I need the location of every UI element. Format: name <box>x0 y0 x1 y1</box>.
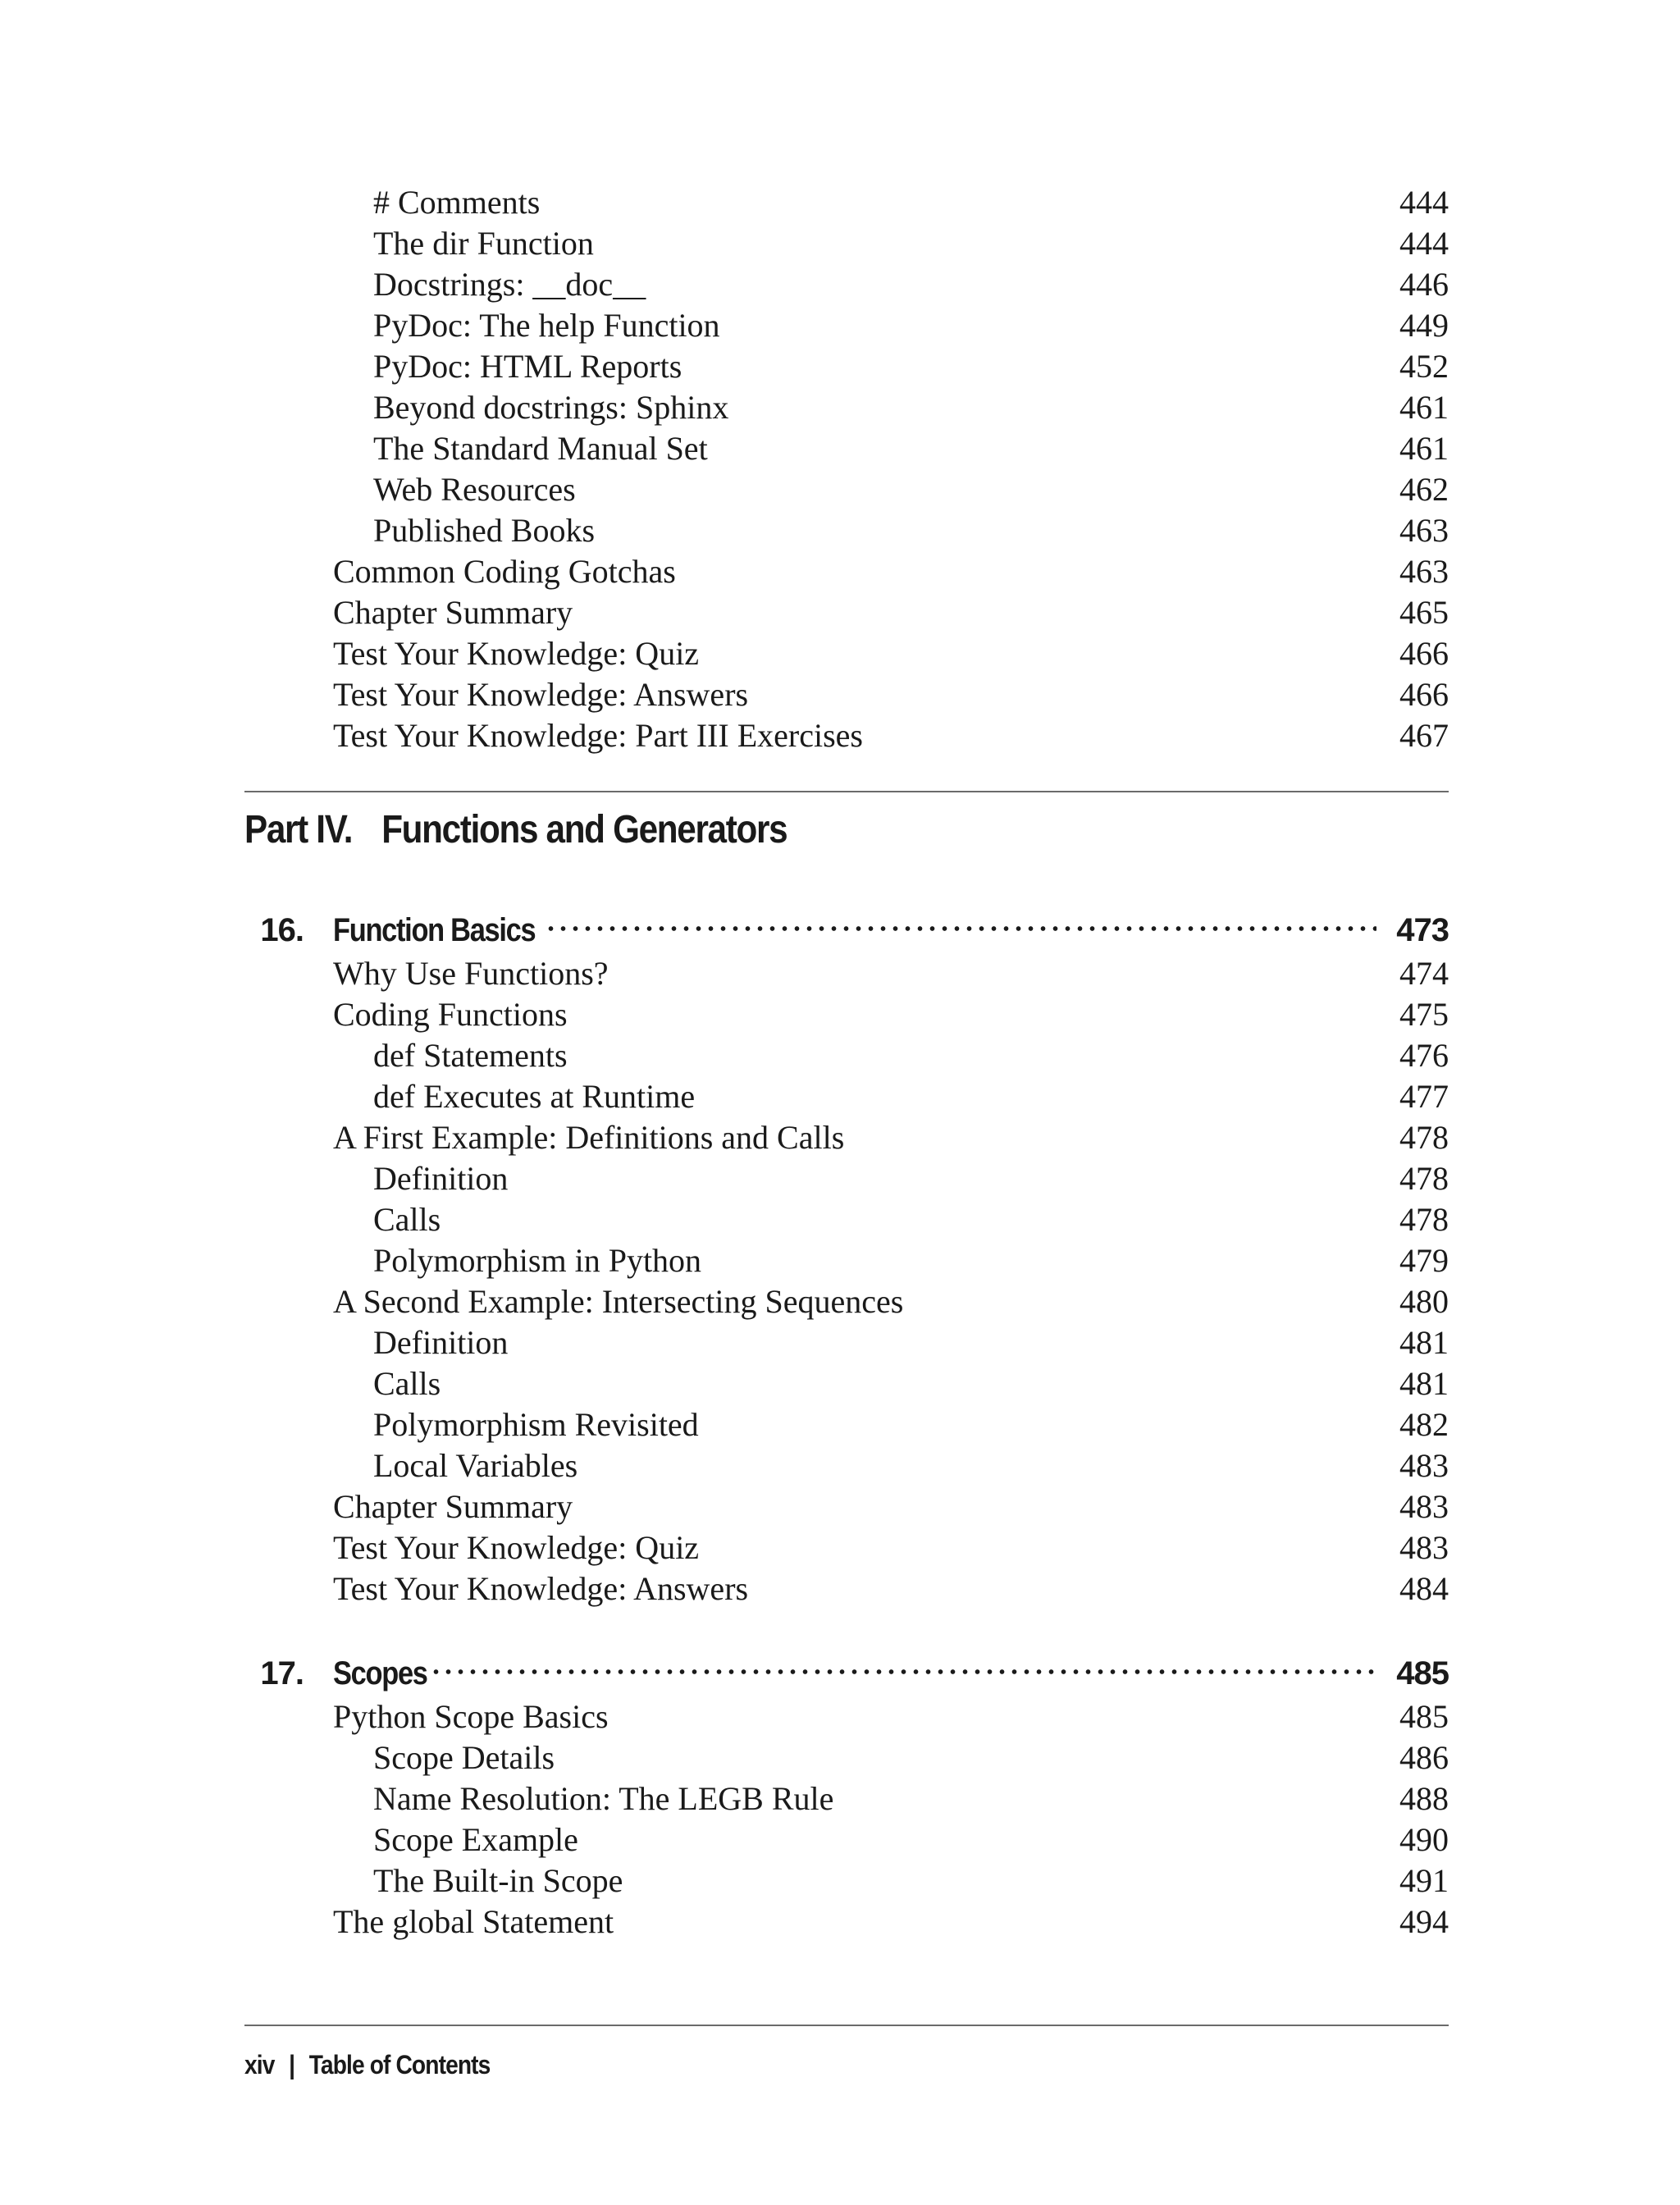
toc-entry[interactable] <box>0 1860 1680 1901</box>
toc-entry-page: 466 <box>1399 635 1449 672</box>
toc-entry[interactable] <box>0 387 1680 428</box>
part-label: Part IV. <box>244 808 353 851</box>
toc-entry-page: 452 <box>1399 348 1449 385</box>
toc-entry[interactable] <box>0 223 1680 264</box>
toc-entry-title: Definition <box>373 1324 509 1361</box>
toc-entry-title: Chapter Summary <box>333 1488 573 1525</box>
chapter-heading[interactable] <box>0 907 1680 953</box>
toc-entry-page: 449 <box>1399 307 1449 344</box>
toc-entry-title: The Built-in Scope <box>373 1862 623 1899</box>
toc-entry-page: 484 <box>1399 1570 1449 1607</box>
toc-entry-page: 480 <box>1399 1283 1449 1320</box>
toc-entry[interactable] <box>0 1158 1680 1199</box>
footer-separator: | <box>289 2050 295 2079</box>
toc-entry-title: Test Your Knowledge: Answers <box>333 676 749 713</box>
toc-entry-page: 478 <box>1399 1201 1449 1238</box>
toc-entry[interactable] <box>0 305 1680 346</box>
toc-entry[interactable] <box>0 428 1680 469</box>
chapter-number: 17. <box>260 1655 304 1691</box>
toc-entry-title: Test Your Knowledge: Answers <box>333 1570 749 1607</box>
chapter-title: Function Basics <box>333 912 536 948</box>
toc-entry-page: 463 <box>1399 553 1449 590</box>
toc-entry-page: 482 <box>1399 1406 1449 1443</box>
toc-entry-title: Name Resolution: The LEGB Rule <box>373 1780 834 1817</box>
toc-entry-title: Polymorphism Revisited <box>373 1406 699 1443</box>
toc-entry[interactable] <box>0 1281 1680 1322</box>
toc-entry[interactable] <box>0 1035 1680 1076</box>
toc-entry[interactable] <box>0 1404 1680 1445</box>
toc-entry-title: Python Scope Basics <box>333 1698 609 1735</box>
toc-entry-page: 474 <box>1399 955 1449 992</box>
toc-entry[interactable] <box>0 953 1680 994</box>
toc-entry-title: # Comments <box>373 184 541 221</box>
toc-entry-page: 475 <box>1399 996 1449 1033</box>
toc-entry-title: Polymorphism in Python <box>373 1242 702 1279</box>
toc-entry-title: PyDoc: HTML Reports <box>373 348 682 385</box>
toc-entry[interactable] <box>0 1240 1680 1281</box>
toc-entry-page: 467 <box>1399 717 1449 754</box>
toc-entry[interactable] <box>0 264 1680 305</box>
page-footer <box>244 2044 490 2085</box>
toc-entry-title: A First Example: Definitions and Calls <box>333 1119 845 1156</box>
toc-entry-page: 490 <box>1399 1821 1449 1858</box>
toc-entry-page: 478 <box>1399 1119 1449 1156</box>
toc-entry-page: 462 <box>1399 471 1449 508</box>
toc-entry-title: Docstrings: __doc__ <box>373 266 646 303</box>
toc-entry-title: PyDoc: The help Function <box>373 307 720 344</box>
part-divider-rule <box>244 791 1449 792</box>
toc-entry-page: 488 <box>1399 1780 1449 1817</box>
toc-entry[interactable] <box>0 1778 1680 1819</box>
toc-entry-title: The Standard Manual Set <box>373 430 708 467</box>
toc-entry-page: 486 <box>1399 1739 1449 1776</box>
toc-entry-title: Calls <box>373 1201 441 1238</box>
toc-entry-title: Calls <box>373 1365 441 1402</box>
toc-entry-title: Definition <box>373 1160 509 1197</box>
footer-page-number: xiv <box>244 2050 275 2079</box>
toc-entry-page: 444 <box>1399 225 1449 262</box>
toc-entry[interactable] <box>0 1696 1680 1737</box>
toc-entry-page: 483 <box>1399 1529 1449 1566</box>
chapter-title: Scopes <box>333 1655 427 1691</box>
toc-entry-title: Scope Example <box>373 1821 578 1858</box>
toc-entry-title: Why Use Functions? <box>333 955 609 992</box>
toc-entry[interactable] <box>0 1199 1680 1240</box>
toc-entry-page: 494 <box>1399 1903 1449 1940</box>
toc-entry-title: Web Resources <box>373 471 576 508</box>
toc-entry-page: 461 <box>1399 430 1449 467</box>
toc-entry-title: Local Variables <box>373 1447 578 1484</box>
toc-entry[interactable] <box>0 1445 1680 1486</box>
toc-entry[interactable] <box>0 715 1680 756</box>
chapter-heading[interactable] <box>0 1650 1680 1696</box>
toc-entry[interactable] <box>0 510 1680 551</box>
toc-entry[interactable] <box>0 346 1680 387</box>
toc-entry[interactable] <box>0 1901 1680 1942</box>
toc-entry[interactable] <box>0 994 1680 1035</box>
toc-entry[interactable] <box>0 1322 1680 1363</box>
toc-entry[interactable] <box>0 1819 1680 1860</box>
chapter-entries <box>0 1696 1680 1942</box>
toc-entry[interactable] <box>0 592 1680 633</box>
toc-entry[interactable] <box>0 551 1680 592</box>
toc-entry-title: Scope Details <box>373 1739 555 1776</box>
toc-entry-title: Test Your Knowledge: Quiz <box>333 1529 700 1566</box>
toc-entry-page: 481 <box>1399 1324 1449 1361</box>
chapter-number: 16. <box>260 912 304 948</box>
toc-entry-page: 483 <box>1399 1488 1449 1525</box>
chapter-page: 473 <box>1396 912 1449 948</box>
dot-leader <box>545 925 1376 932</box>
toc-entry-page: 477 <box>1399 1078 1449 1115</box>
footer-rule <box>244 2025 1449 2026</box>
toc-entry[interactable] <box>0 1486 1680 1527</box>
part-heading <box>244 806 787 855</box>
toc-entry[interactable] <box>0 469 1680 510</box>
toc-entry-page: 481 <box>1399 1365 1449 1402</box>
toc-entry-title: Beyond docstrings: Sphinx <box>373 389 729 426</box>
toc-entry-page: 461 <box>1399 389 1449 426</box>
toc-entry-page: 444 <box>1399 184 1449 221</box>
toc-entry-title: Coding Functions <box>333 996 568 1033</box>
toc-entry[interactable] <box>0 182 1680 223</box>
toc-entry-title: Published Books <box>373 512 596 549</box>
toc-entry[interactable] <box>0 633 1680 674</box>
toc-entry[interactable] <box>0 1117 1680 1158</box>
toc-entry-page: 463 <box>1399 512 1449 549</box>
part-title: Functions and Generators <box>381 808 788 851</box>
toc-entry-page: 491 <box>1399 1862 1449 1899</box>
toc-entry-title: def Statements <box>373 1037 568 1074</box>
toc-entry[interactable] <box>0 1527 1680 1568</box>
toc-entry[interactable] <box>0 674 1680 715</box>
toc-entry-page: 446 <box>1399 266 1449 303</box>
toc-entry-page: 465 <box>1399 594 1449 631</box>
toc-entry-title: A Second Example: Intersecting Sequences <box>333 1283 904 1320</box>
toc-entry-title: Chapter Summary <box>333 594 573 631</box>
toc-entry-title: Test Your Knowledge: Quiz <box>333 635 700 672</box>
dot-leader <box>430 1669 1376 1675</box>
toc-entry[interactable] <box>0 1076 1680 1117</box>
toc-entry-page: 478 <box>1399 1160 1449 1197</box>
toc-entries-continued <box>0 182 1680 756</box>
toc-entry-title: The dir Function <box>373 225 594 262</box>
footer-section-title: Table of Contents <box>308 2050 491 2079</box>
toc-entry-page: 466 <box>1399 676 1449 713</box>
toc-entry-page: 483 <box>1399 1447 1449 1484</box>
toc-entry-title: Common Coding Gotchas <box>333 553 676 590</box>
toc-entry[interactable] <box>0 1363 1680 1404</box>
chapter-page: 485 <box>1396 1655 1449 1691</box>
toc-entry-page: 479 <box>1399 1242 1449 1279</box>
toc-entry-page: 485 <box>1399 1698 1449 1735</box>
toc-entry-page: 476 <box>1399 1037 1449 1074</box>
toc-entry-title: The global Statement <box>333 1903 614 1940</box>
toc-entry-title: Test Your Knowledge: Part III Exercises <box>333 717 863 754</box>
toc-entry[interactable] <box>0 1737 1680 1778</box>
chapter-entries <box>0 953 1680 1609</box>
toc-entry[interactable] <box>0 1568 1680 1609</box>
toc-entry-title: def Executes at Runtime <box>373 1078 696 1115</box>
